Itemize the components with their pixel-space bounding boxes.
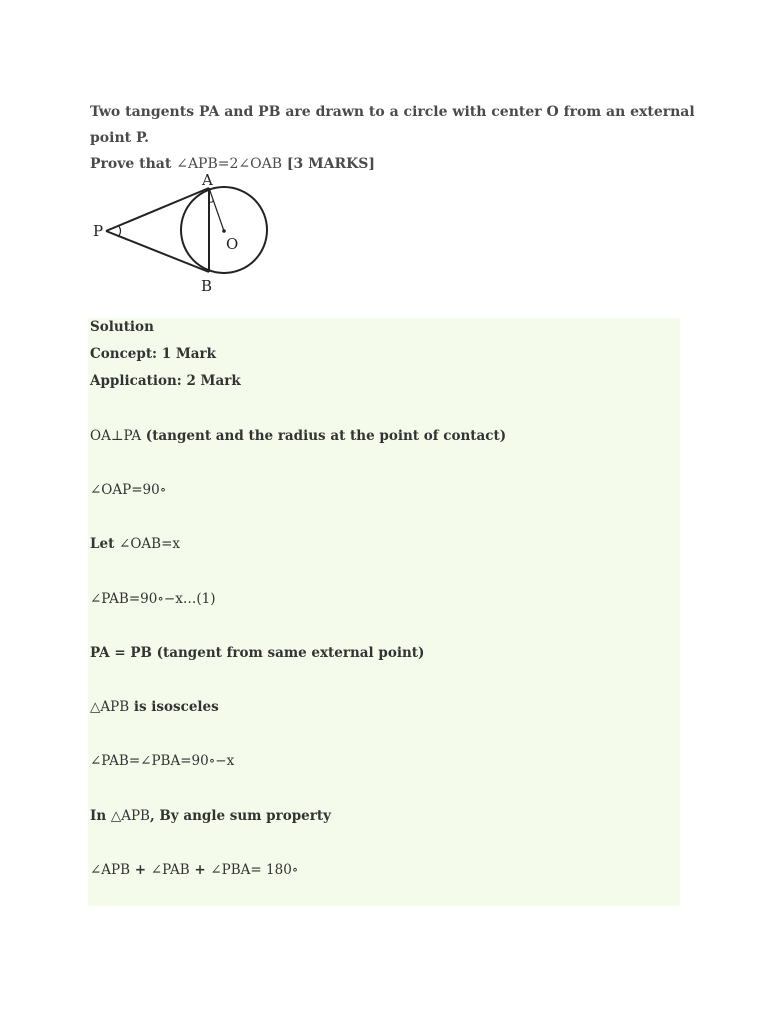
center-o-dot (222, 229, 226, 233)
step-angle-oap: ∠OAP=90∘ (90, 482, 167, 498)
step-let-oab (90, 535, 180, 553)
step-tangent-radius (90, 427, 506, 445)
step-equal-angles: ∠PAB=∠PBA=90∘−x (90, 753, 235, 769)
step3-label: Let (90, 536, 120, 552)
question-marks: [3 MARKS] (282, 156, 376, 172)
step6-text: is isosceles (129, 699, 219, 715)
tangent-pa-line (106, 188, 209, 231)
step9-plus-1: + (130, 862, 151, 878)
question-math: ∠APB=2∠OAB (176, 156, 283, 172)
step8-suffix: , By angle sum property (149, 808, 331, 824)
diagram-svg (88, 168, 278, 298)
application-marks: Application: 2 Mark (90, 373, 241, 389)
step-angle-pab: ∠PAB=90∘−x…(1) (90, 591, 216, 607)
radius-oa-line (209, 188, 224, 231)
step8-math: △APB (110, 808, 150, 824)
label-b: B (201, 277, 213, 295)
label-p: P (93, 222, 104, 240)
step-angle-sum (90, 807, 331, 825)
step1-math: OA⊥PA (90, 428, 142, 444)
step9-angle-pba: ∠PBA= 180∘ (210, 862, 299, 878)
label-o: O (226, 235, 239, 253)
step3-math: ∠OAB=x (119, 536, 181, 552)
tangent-pb-line (106, 231, 209, 272)
question-line-1: Two tangents PA and PB are drawn to a circle with center O from an external point P. (90, 104, 695, 146)
tangent-circle-diagram (88, 168, 278, 298)
solution-heading: Solution (90, 319, 154, 335)
concept-marks: Concept: 1 Mark (90, 346, 216, 362)
step8-prefix: In (90, 808, 111, 824)
step-isosceles (90, 698, 219, 716)
label-a: A (202, 171, 213, 189)
question-prove-label: Prove that (90, 156, 177, 172)
step9-plus-2: + (189, 862, 211, 878)
step-angle-sum-equation (90, 861, 298, 879)
step1-text: (tangent and the radius at the point of contact) (141, 428, 507, 444)
step9-angle-apb: ∠APB (90, 862, 131, 878)
step6-math: △APB (90, 699, 130, 715)
step9-angle-pab: ∠PAB (150, 862, 190, 878)
solution-panel (88, 318, 680, 906)
question-text (90, 99, 730, 177)
step-pa-equals-pb: PA = PB (tangent from same external point) (90, 645, 425, 661)
